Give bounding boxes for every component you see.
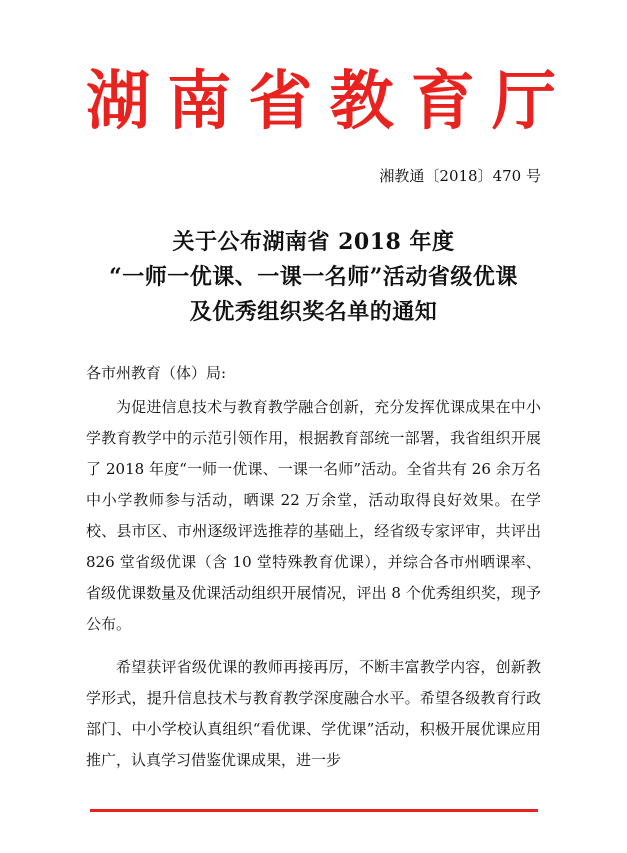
body-paragraph-1: 为促进信息技术与教育教学融合创新，充分发挥优课成果在中小学教育教学中的示范引领作用，根据教育部统一部署，我省组织开展了 2018 年度“一师一优课、一课一名师”活动。全省共有 26 余万名中小学教师参与活动，晒课 22 万余堂，活动取得良好效果。在学校、县市区、市州逐级评选推荐的基础上，经省级专家评审，共评出 826 堂省级优课（含 10 堂特殊教育优课），并综合各市州晒课率、省级优课数量及优课活动组织开展情况，评出 8 个优秀组织奖，现予公布。 (86, 398, 541, 633)
footer-red-rule (90, 809, 538, 812)
issuer-masthead (86, 62, 556, 142)
body-paragraph-2: 希望获评省级优课的教师再接再厉，不断丰富教学内容，创新教学形式，提升信息技术与教育教学深度融合水平。希望各级教育行政部门、中小学校认真组织“看优课、学优课”活动，积极开展优课应用推广，认真学习借鉴优课成果，进一步 (86, 658, 541, 769)
masthead-char: 南 (167, 64, 232, 139)
document-title-line-2: “一师一优课、一课一名师”活动省级优课 (109, 264, 518, 290)
salutation: 各市州教育（体）局: (86, 364, 227, 382)
masthead-char: 省 (248, 64, 313, 139)
document-title-line-3: 及优秀组织奖名单的通知 (189, 299, 438, 325)
masthead-char: 湖 (86, 64, 150, 139)
document-number: 湘教通〔2018〕470 号 (379, 167, 541, 185)
document-title-line-1: 关于公布湖南省 2018 年度 (172, 229, 455, 255)
masthead-char: 厅 (491, 64, 556, 139)
masthead-char: 教 (329, 64, 394, 139)
masthead-char: 育 (410, 64, 475, 139)
